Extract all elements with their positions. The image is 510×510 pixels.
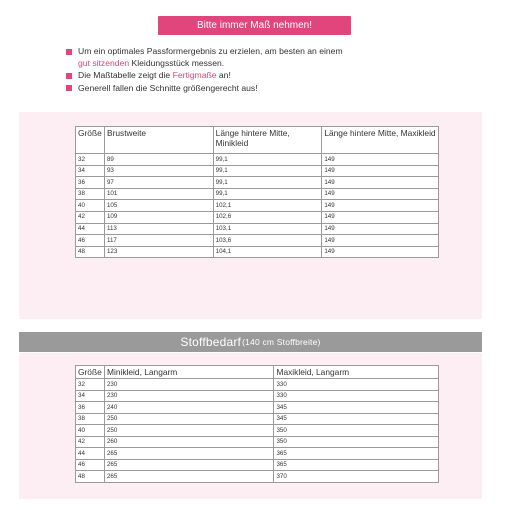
table-cell: 117 [104,235,213,247]
table-cell: 149 [322,177,439,189]
table-cell: 46 [76,235,105,247]
table-cell: 104,1 [213,246,322,258]
table-row [76,154,439,166]
table-row [76,390,439,402]
table-cell: 97 [104,177,213,189]
table-row [76,200,439,212]
instruction-text [78,46,343,69]
table-header-row [76,127,439,154]
table-cell: 105 [104,200,213,212]
table-cell: 101 [104,188,213,200]
table-row [76,471,439,483]
table-cell: 330 [274,379,439,391]
table-cell: 265 [104,471,273,483]
table-cell: 149 [322,223,439,235]
table-cell: 265 [104,448,273,460]
instruction-highlight: Fertigmaße [172,70,217,80]
table-row [76,402,439,414]
table-cell: 240 [104,402,273,414]
instructions-list [66,46,446,95]
table-cell: 89 [104,154,213,166]
table-cell: 149 [322,165,439,177]
fabric-title: Stoffbedarf [180,335,242,349]
square-bullet-icon [66,73,72,79]
table-cell: 149 [322,211,439,223]
instruction-text-part: an! [216,70,231,80]
table-row [76,165,439,177]
table-row [76,177,439,189]
table-cell: 34 [76,390,105,402]
table-cell: 38 [76,188,105,200]
table-cell: 32 [76,379,105,391]
table-row [76,246,439,258]
table-cell: 34 [76,165,105,177]
fabric-table-body [76,379,439,483]
table-row [76,459,439,471]
table-cell: 36 [76,177,105,189]
table-cell: 42 [76,436,105,448]
table-row [76,413,439,425]
column-header: Länge hintere Mitte, Maxikleid [322,127,439,154]
instruction-item [66,83,446,95]
table-cell: 102,1 [213,200,322,212]
fabric-table [75,365,439,483]
table-cell: 330 [274,390,439,402]
column-header: Brustweite [104,127,213,154]
table-cell: 365 [274,448,439,460]
table-row [76,235,439,247]
table-cell: 260 [104,436,273,448]
instruction-item [66,46,446,69]
instruction-text-part: Die Maßtabelle zeigt die [78,70,173,80]
table-cell: 365 [274,459,439,471]
square-bullet-icon [66,85,72,91]
fabric-subtitle: (140 cm Stoffbreite) [242,337,321,347]
table-cell: 345 [274,402,439,414]
table-cell: 42 [76,211,105,223]
table-cell: 123 [104,246,213,258]
table-cell: 36 [76,402,105,414]
table-cell: 149 [322,246,439,258]
table-cell: 149 [322,188,439,200]
table-cell: 44 [76,448,105,460]
instruction-text-part: Kleidungsstück messen. [129,57,225,68]
instruction-text-part: Um ein optimales Passformergebnis zu erzielen, am besten an einem [78,46,343,56]
table-cell: 38 [76,413,105,425]
column-header: Größe [76,366,105,379]
instruction-text [78,70,231,82]
table-cell: 113 [104,223,213,235]
table-header-row [76,366,439,379]
table-cell: 103,6 [213,235,322,247]
table-cell: 99,1 [213,154,322,166]
table-cell: 250 [104,425,273,437]
table-row [76,425,439,437]
instruction-highlight: gut sitzenden [78,57,130,68]
table-cell: 40 [76,200,105,212]
table-cell: 99,1 [213,177,322,189]
table-cell: 149 [322,235,439,247]
instruction-item [66,70,446,82]
table-cell: 44 [76,223,105,235]
table-cell: 230 [104,390,273,402]
column-header: Größe [76,127,105,154]
table-row [76,379,439,391]
table-cell: 350 [274,425,439,437]
measurement-table [75,126,439,258]
square-bullet-icon [66,49,72,55]
table-cell: 350 [274,436,439,448]
table-cell: 109 [104,211,213,223]
table-cell: 48 [76,246,105,258]
table-cell: 32 [76,154,105,166]
table-cell: 149 [322,200,439,212]
table-cell: 93 [104,165,213,177]
measurement-table-body [76,154,439,258]
table-cell: 102,6 [213,211,322,223]
table-cell: 99,1 [213,188,322,200]
table-cell: 230 [104,379,273,391]
table-cell: 99,1 [213,165,322,177]
instruction-text: Generell fallen die Schnitte größengerecht aus! [78,82,258,93]
table-cell: 250 [104,413,273,425]
column-header: Maxikleid, Langarm [274,366,439,379]
table-cell: 265 [104,459,273,471]
fabric-requirement-header [19,332,482,352]
table-cell: 345 [274,413,439,425]
column-header: Minikleid, Langarm [104,366,273,379]
table-cell: 40 [76,425,105,437]
table-row [76,211,439,223]
table-row [76,448,439,460]
column-header: Länge hintere Mitte, Minikleid [213,127,322,154]
table-row [76,436,439,448]
table-cell: 370 [274,471,439,483]
table-cell: 149 [322,154,439,166]
banner-measure-notice: Bitte immer Maß nehmen! [158,16,351,35]
table-row [76,188,439,200]
table-cell: 48 [76,471,105,483]
table-cell: 46 [76,459,105,471]
table-row [76,223,439,235]
table-cell: 103,1 [213,223,322,235]
